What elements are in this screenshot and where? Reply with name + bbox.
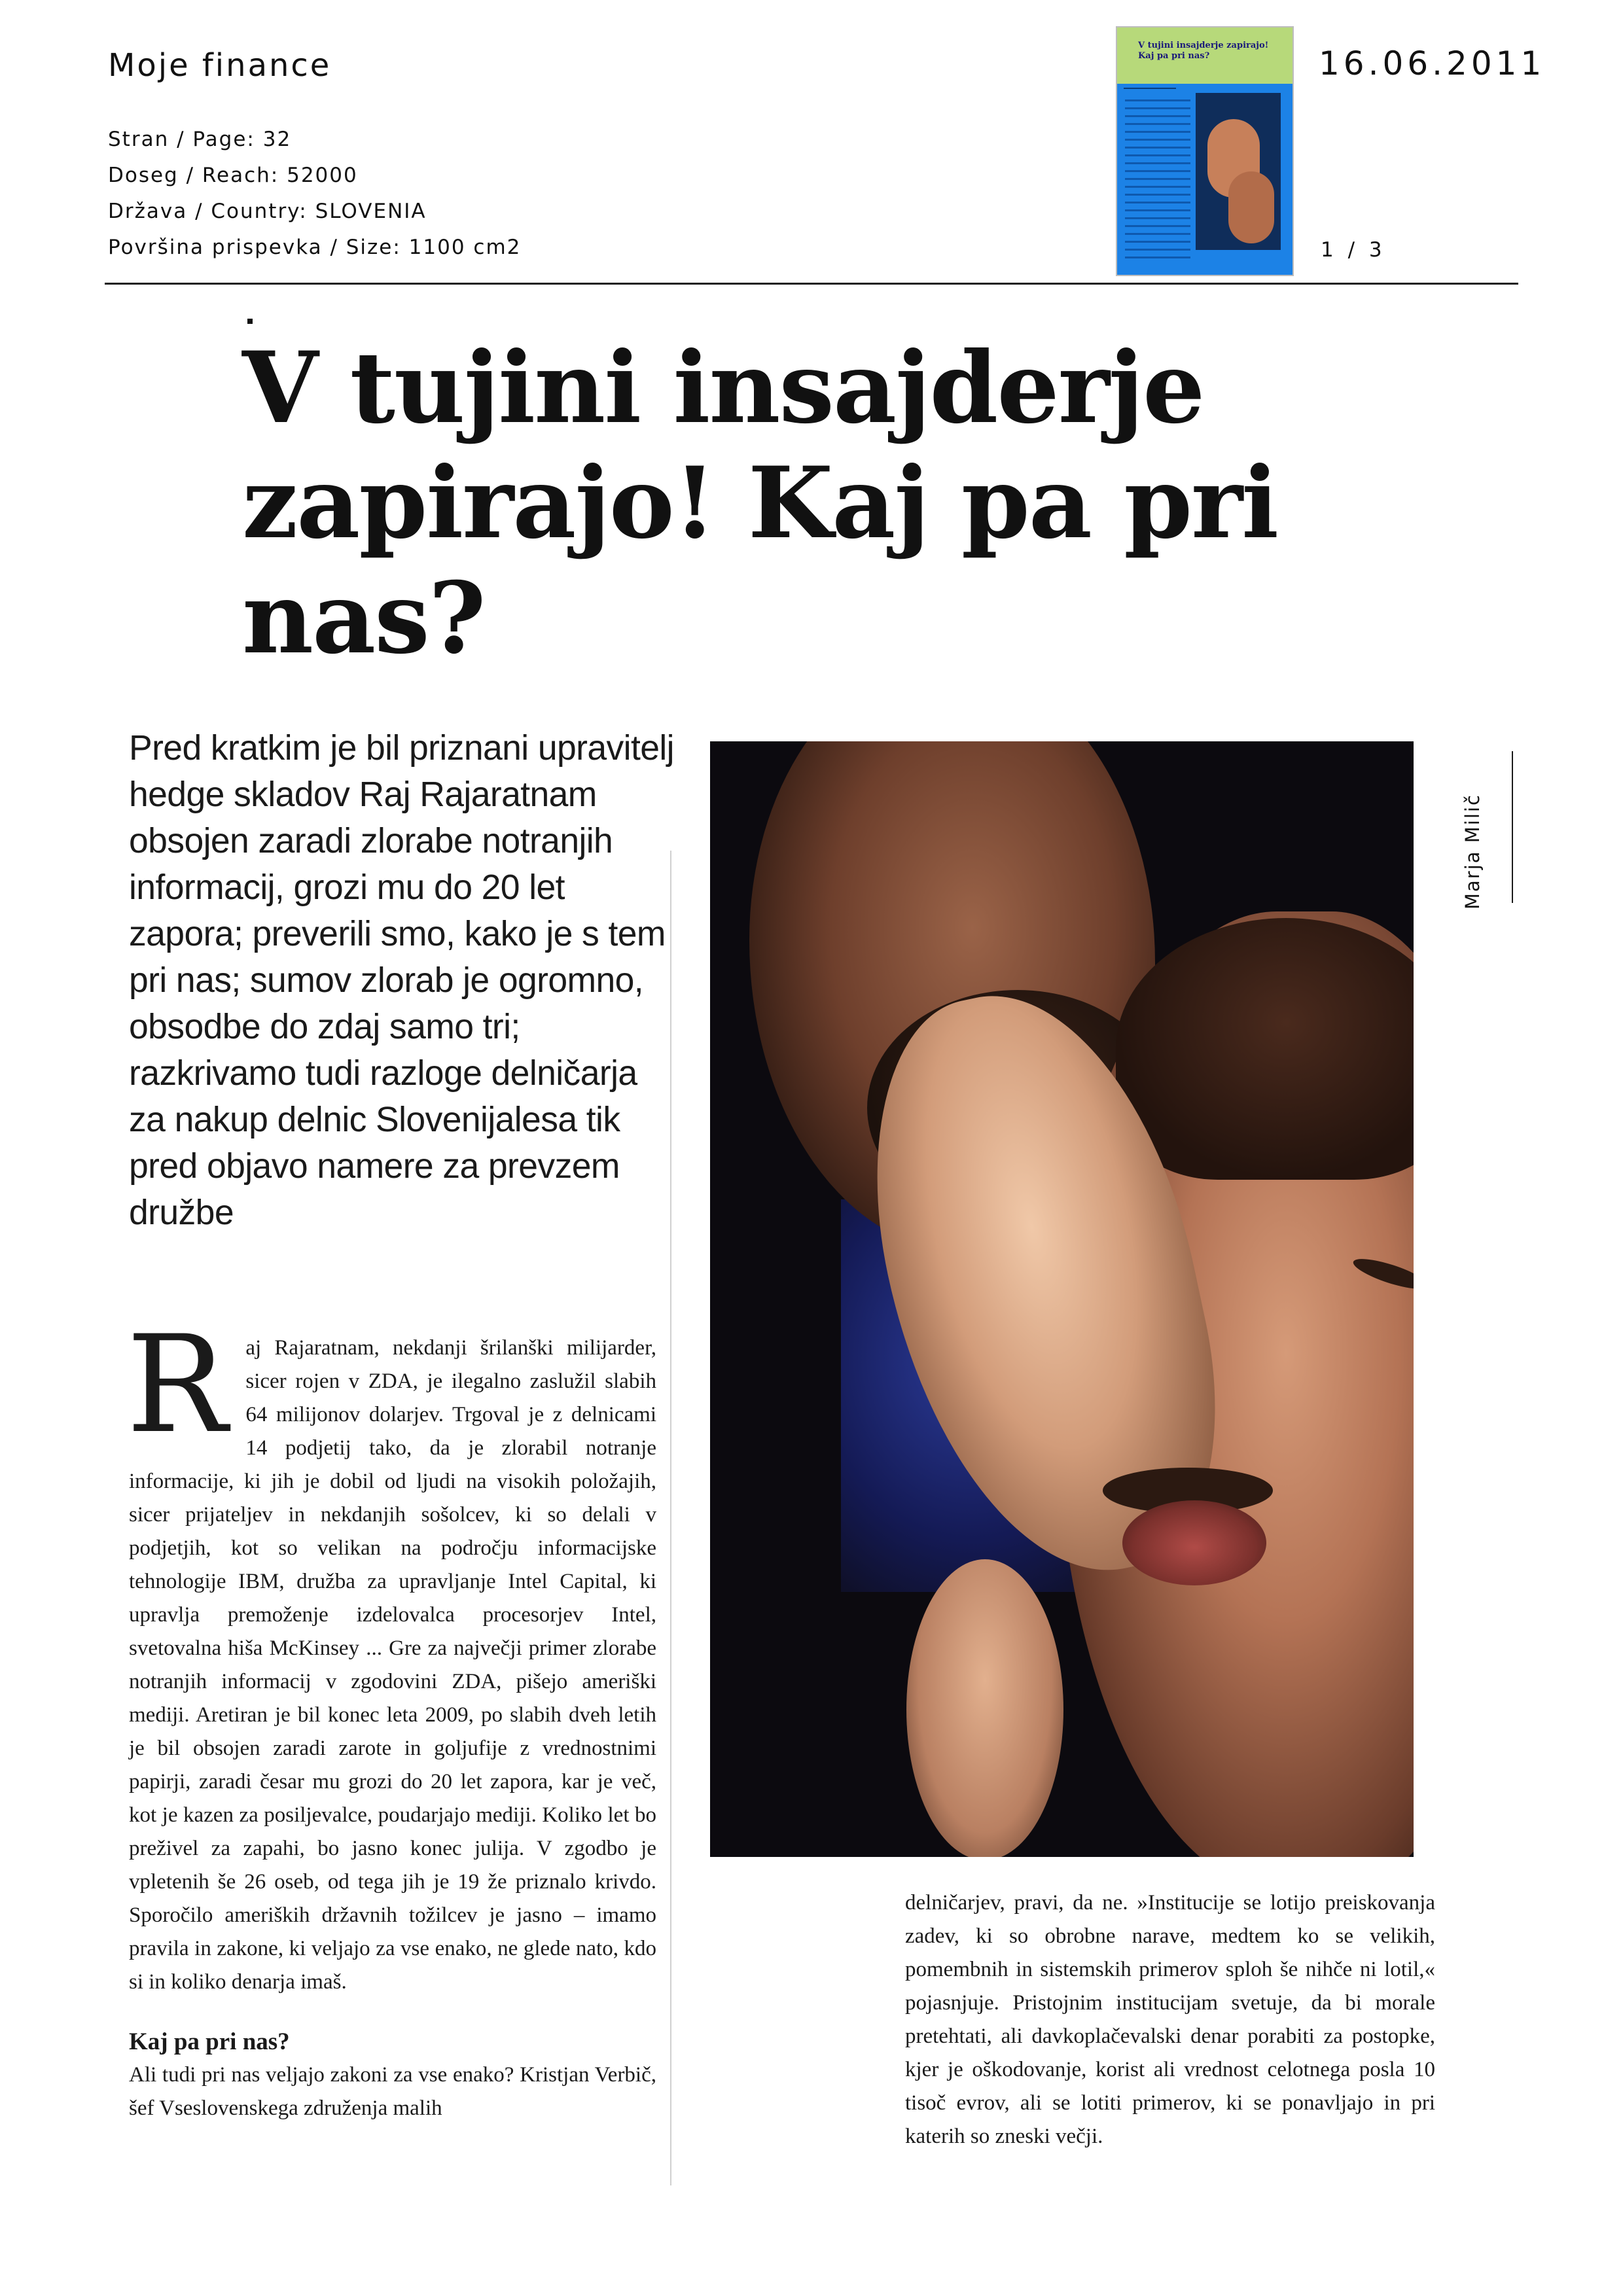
- page-of: 1 / 3: [1321, 238, 1386, 262]
- photo-credit-text: Marja Milič: [1461, 794, 1484, 910]
- body-paragraph-3: delničarjev, pravi, da ne. »Institucije se lotijo preiskovanja zadev, ki so obrobne narave, medtem ko se velikih, pomembnih in sistemskih primerov sploh še nihče ni lotil,« pojasnjuje. Pristojnim institucijam svetuje, da bi morale pretehtati, ali davkoplačevalski denar porabiti za postopke, kjer je oškodovanje, korist ali vrednost celotnega posla 10 tisoč evrov, ali se lotiti primerov, ki se ponavljajo in pri katerih so zneski večji.: [905, 1891, 1435, 2148]
- headline-mark: [247, 319, 253, 324]
- page-number: Stran / Page: 32: [108, 128, 292, 151]
- drop-cap: R: [126, 1307, 228, 1463]
- page-thumbnail: [1116, 26, 1294, 276]
- headline-line-2: zapirajo! Kaj pa pri nas?: [242, 446, 1278, 676]
- publication-date: 16.06.2011: [1319, 44, 1546, 82]
- body-column-2: [905, 1886, 1435, 2153]
- body-paragraph-2: Ali tudi pri nas veljajo zakoni za vse enako? Kristjan Verbič, šef Vseslovenskega združenja malih: [129, 2063, 656, 2120]
- photo-hair: [1116, 918, 1414, 1180]
- photo-credit: [1461, 752, 1501, 910]
- article-photo: [710, 741, 1414, 1857]
- column-divider: [670, 851, 671, 2185]
- publication-name: Moje finance: [108, 47, 332, 84]
- photo-mouth: [1122, 1500, 1266, 1585]
- header-divider: [105, 283, 1518, 285]
- lead-paragraph: Pred kratkim je bil priznani upravitelj hedge skladov Raj Rajaratnam obsojen zaradi zlorabe notranjih informacij, grozi mu do 20 let zapora; preverili smo, kako je s tem pri nas; sumov zlorab je ogromno, obsodbe do zdaj samo tri; razkrivamo tudi razloge delničarja za nakup delnic Slovenijalesa tik pred objavo namere za prevzem družbe: [129, 729, 674, 1232]
- thumbnail-rule: [1124, 88, 1176, 89]
- headline-line-1: V tujini insajderje: [242, 330, 1204, 446]
- body-column-1: [126, 1307, 656, 2125]
- photo-credit-bar: [1512, 751, 1513, 903]
- thumbnail-text-column: [1125, 99, 1190, 263]
- thumbnail-title: V tujini insajderje zapirajo! Kaj pa pri nas?: [1138, 41, 1269, 61]
- headline: [242, 330, 1538, 676]
- reach: Doseg / Reach: 52000: [108, 164, 358, 187]
- thumbnail-photo-face-2: [1228, 171, 1274, 243]
- body-paragraph-1: aj Rajaratnam, nekdanji šrilanški milijarder, sicer rojen v ZDA, je ilegalno zaslužil slabih 64 milijonov dolarjev. Trgoval je z delnicami 14 podjetij tako, da je zlorabil notranje informacije, ki jih je dobil od ljudi na visokih položajih, sicer prijateljev in nekdanjih sošolcev, ki so delali v podjetjih, kot so velikan na področju informacijske tehnologije IBM, družba za upravljanje Intel Capital, ki upravlja premoženje izdelovalca procesorjev Intel, svetovalna hiša McKinsey ... Gre za največji primer zlorabe notranjih informacij v zgodovini ZDA, pišejo ameriški mediji. Aretiran je bil konec leta 2009, po slabih dveh letih je bil obsojen zaradi zarote in goljufije z vrednostnimi papirji, zaradi česar mu grozi do 20 let zapora, kar je več, kot je kazen za posiljevalce, poudarjajo mediji. Koliko let bo preživel za zapahi, bo jasno konec julija. V zgodbo je vpletenih še 26 oseb, od tega jih je 19 že priznalo krivdo. Sporočilo ameriških državnih tožilcev je jasno – imamo pravila in zakone, ki veljajo za vse enako, ne glede nato, kdo si in koliko denarja imaš.: [129, 1336, 656, 1994]
- section-subhead: Kaj pa pri nas?: [129, 2028, 290, 2055]
- thumbnail-photo: [1196, 93, 1281, 250]
- country: Država / Country: SLOVENIA: [108, 200, 427, 223]
- photo-second-hand: [906, 1559, 1063, 1857]
- article-size: Površina prispevka / Size: 1100 cm2: [108, 236, 522, 259]
